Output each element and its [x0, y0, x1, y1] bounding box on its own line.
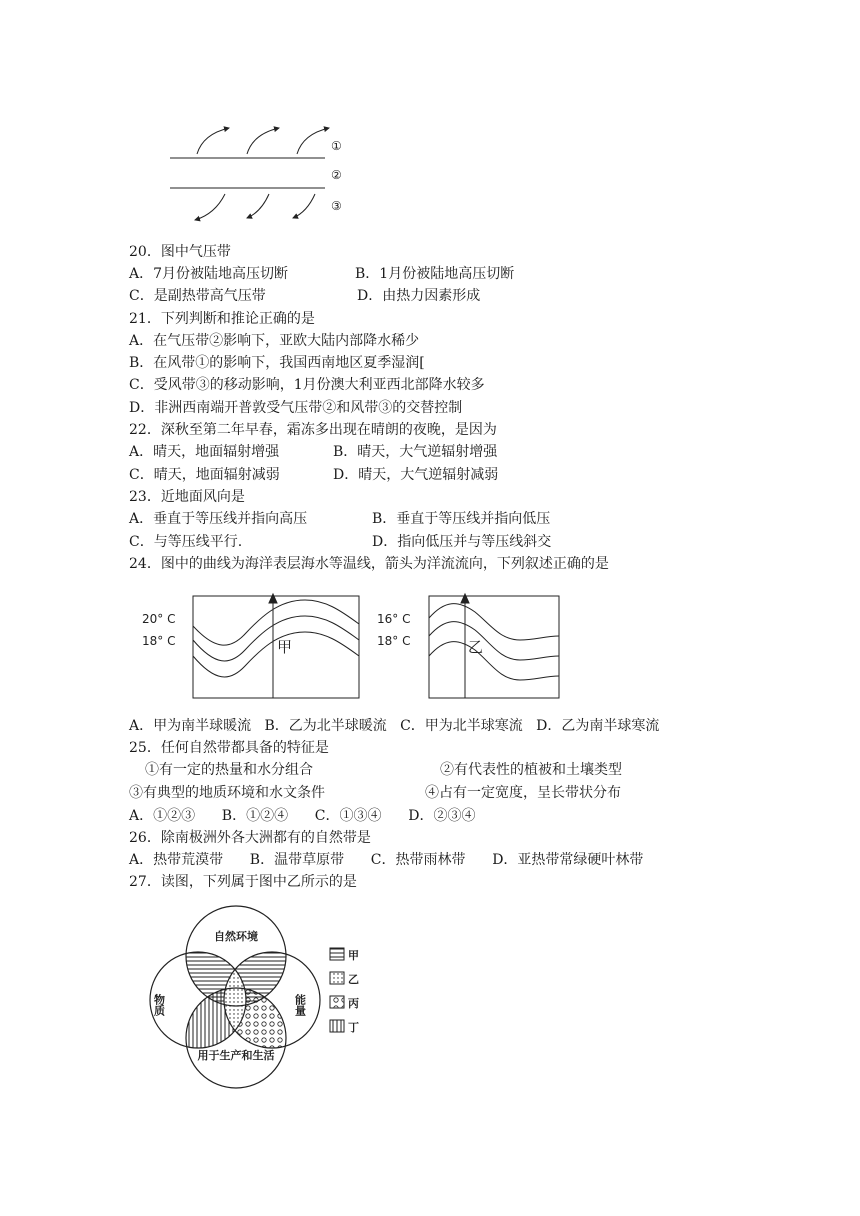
legend-label-jia: 甲: [348, 949, 359, 962]
venn-label-bottom: 用于生产和生活: [197, 1049, 275, 1062]
label-jia: 甲: [277, 638, 293, 656]
q23-option-d: D．指向低压并与等压线斜交: [372, 534, 552, 550]
right-label-bottom: 18° C: [377, 634, 411, 648]
wind-arrow: [247, 128, 279, 154]
current-arrow-head: [461, 594, 469, 603]
q24-options: A．甲为南半球暖流 B．乙为北半球暖流 C．甲为北半球寒流 D．乙为南半球寒流: [129, 718, 660, 734]
isotherm-line: [193, 600, 359, 645]
q21-stem: 21．下列判断和推论正确的是: [129, 311, 315, 327]
q21-option-b: B．在风带①的影响下，我国西南地区夏季湿润[: [129, 355, 425, 371]
q20-option-c: C．是副热带高气压带: [129, 288, 266, 304]
legend-swatch-bing: [330, 996, 344, 1008]
q23-option-a: A．垂直于等压线并指向高压: [129, 511, 308, 527]
q22-option-a: A．晴天，地面辐射增强: [129, 444, 280, 460]
wind-arrow: [297, 128, 329, 154]
label-belt-1: ①: [331, 139, 342, 153]
q22-option-d: D．晴天，大气逆辐射减弱: [333, 467, 499, 483]
q25-statement-1: ①有一定的热量和水分组合: [145, 762, 313, 778]
q20-stem: 20．图中气压带: [129, 244, 231, 260]
q20-option-b: B．1月份被陆地高压切断: [355, 266, 515, 282]
legend-label-bing: 丙: [348, 997, 359, 1010]
q27-stem: 27．读图，下列属于图中乙所示的是: [129, 874, 357, 890]
legend-label-ding: 丁: [348, 1021, 359, 1034]
left-label-bottom: 18° C: [142, 634, 176, 648]
venn-figure: [140, 900, 400, 1090]
q22-option-b: B．晴天，大气逆辐射增强: [333, 444, 498, 460]
label-yi: 乙: [468, 638, 484, 656]
q25-options: A．①②③ B．①②④ C．①③④ D．②③④: [129, 808, 476, 824]
q26-stem: 26．除南极洲外各大洲都有的自然带是: [129, 830, 371, 846]
pressure-belt-figure: [165, 118, 365, 228]
q25-stem: 25．任何自然带都具备的特征是: [129, 740, 329, 756]
right-label-top: 16° C: [377, 612, 411, 626]
venn-label-top: 自然环境: [214, 930, 258, 943]
q22-option-c: C．晴天，地面辐射减弱: [129, 467, 280, 483]
q25-statement-2: ②有代表性的植被和土壤类型: [440, 762, 622, 778]
legend-swatch-jia: [330, 948, 344, 960]
q23-option-b: B．垂直于等压线并指向低压: [372, 511, 551, 527]
label-belt-3: ③: [331, 199, 342, 213]
isotherm-line: [193, 616, 359, 661]
label-belt-2: ②: [331, 168, 342, 182]
current-arrow-head: [269, 594, 277, 603]
q23-stem: 23．近地面风向是: [129, 489, 245, 505]
left-label-top: 20° C: [142, 612, 176, 626]
wind-arrow: [197, 128, 229, 154]
q21-option-d: D．非洲西南端开普敦受气压带②和风带③的交替控制: [129, 400, 463, 416]
wind-arrow: [293, 194, 315, 218]
venn-label-left: 物质: [152, 994, 166, 1016]
isotherm-line: [429, 622, 559, 660]
q24-stem: 24．图中的曲线为海洋表层海水等温线，箭头为洋流流向，下列叙述正确的是: [129, 556, 609, 572]
q26-options: A．热带荒漠带 B．温带草原带 C．热带雨林带 D．亚热带常绿硬叶林带: [129, 852, 644, 868]
q25-statement-4: ④占有一定宽度，呈长带状分布: [425, 785, 621, 801]
isotherm-line: [193, 632, 359, 677]
q22-stem: 22．深秋至第二年早春，霜冻多出现在晴朗的夜晚，是因为: [129, 422, 497, 438]
left-panel-frame: [193, 596, 359, 698]
right-panel-frame: [429, 596, 559, 698]
q20-option-a: A．7月份被陆地高压切断: [129, 266, 289, 282]
q23-option-c: C．与等压线平行.: [129, 534, 243, 550]
wind-arrow: [195, 194, 225, 220]
q20-option-d: D．由热力因素形成: [357, 288, 481, 304]
legend-swatch-ding: [330, 1020, 344, 1032]
wind-arrow: [247, 194, 269, 218]
q21-option-a: A．在气压带②影响下，亚欧大陆内部降水稀少: [129, 333, 420, 349]
q25-statement-3: ③有典型的地质环境和水文条件: [129, 785, 325, 801]
q21-option-c: C．受风带③的移动影响，1月份澳大利亚西北部降水较多: [129, 377, 485, 393]
venn-label-right: 能量: [293, 994, 307, 1016]
legend-label-yi: 乙: [348, 973, 359, 986]
isotherm-figure: [140, 590, 570, 702]
legend-swatch-yi: [330, 972, 344, 984]
